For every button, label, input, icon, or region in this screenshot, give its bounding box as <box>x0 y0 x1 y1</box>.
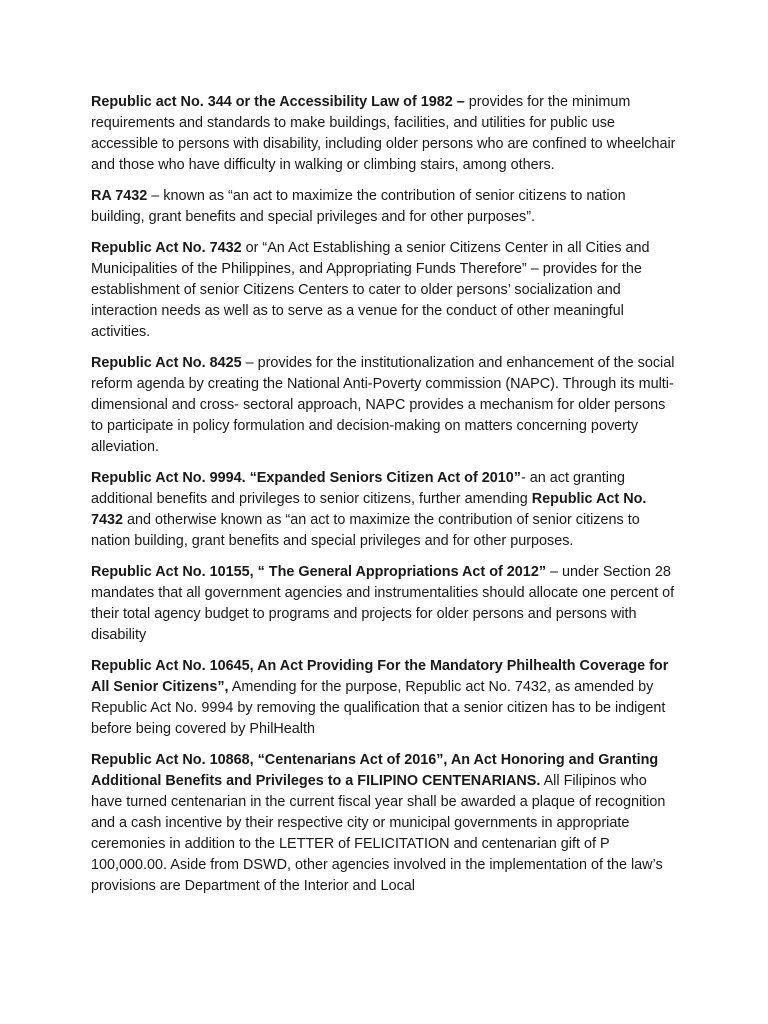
law-description: – known as “an act to maximize the contribution of senior citizens to nation building, grant benefits and special privileges and for other purposes”. <box>91 188 626 225</box>
law-title: Republic act No. 344 or the Accessibility Law of 1982 – <box>91 94 465 110</box>
law-description: – provides for the institutionalization and enhancement of the social reform agenda by creating the National Anti-Poverty commission (NAPC). Through its multi-dimensional and cross- sectoral approach, NAPC provides a mechanism for older persons to participate in policy formulation and decision-making on matters concerning poverty alleviation. <box>91 355 675 455</box>
law-title: Republic Act No. 10868, “Centenarians Act of 2016”, An Act Honoring and Granting Additional Benefits and Privileges to a FILIPINO CENTENARIANS. <box>91 752 659 789</box>
law-title: RA 7432 <box>91 188 148 204</box>
paragraph-ra-7432-definition <box>91 186 681 228</box>
paragraph-ra-344 <box>91 92 681 176</box>
law-title: Republic Act No. 10645, An Act Providing For the Mandatory Philhealth Coverage for All Senior Citizens”, <box>91 658 669 695</box>
paragraph-ra-8425 <box>91 353 681 458</box>
paragraph-ra-7432-centers <box>91 238 681 343</box>
paragraph-ra-10868 <box>91 750 681 897</box>
paragraph-ra-9994 <box>91 468 681 552</box>
paragraph-ra-10645 <box>91 656 681 740</box>
law-title: Republic Act No. 9994. “Expanded Seniors Citizen Act of 2010” <box>91 470 521 486</box>
law-title: Republic Act No. 10155, “ The General Appropriations Act of 2012” <box>91 564 547 580</box>
law-description: - an act granting additional benefits and privileges to senior citizens, further amending <box>91 470 625 507</box>
law-description: – under Section 28 mandates that all government agencies and instrumentalities should allocate one percent of their total agency budget to programs and projects for older persons and persons with disability <box>91 564 675 643</box>
law-description: or “An Act Establishing a senior Citizens Center in all Cities and Municipalities of the Philippines, and Appropriating Funds Therefore” – provides for the establishment of senior Citizens Centers to cater to older persons’ socialization and interaction needs as well as to serve as a venue for the conduct of other meaningful activities. <box>91 240 650 340</box>
law-description: provides for the minimum requirements and standards to make buildings, facilities, and utilities for public use accessible to persons with disability, including older persons who are confined to wheelchair and those who have difficulty in walking or climbing stairs, among others. <box>91 94 676 173</box>
law-description: Amending for the purpose, Republic act No. 7432, as amended by Republic Act No. 9994 by removing the qualification that a senior citizen has to be indigent before being covered by PhilHealth <box>91 679 666 737</box>
document-page <box>91 92 681 907</box>
law-description-continued: and otherwise known as “an act to maximize the contribution of senior citizens to nation building, grant benefits and special privileges and for other purposes. <box>91 512 640 549</box>
law-description: All Filipinos who have turned centenarian in the current fiscal year shall be awarded a plaque of recognition and a cash incentive by their respective city or municipal governments in appropriate ceremonies in addition to the LETTER of FELICITATION and centenarian gift of P 100,000.00. Aside from DSWD, other agencies involved in the implementation of the law’s provisions are Department of the Interior and Local <box>91 773 666 894</box>
law-reference: Republic Act No. 7432 <box>91 491 647 528</box>
law-title: Republic Act No. 8425 <box>91 355 242 371</box>
paragraph-ra-10155 <box>91 562 681 646</box>
law-title: Republic Act No. 7432 <box>91 240 242 256</box>
